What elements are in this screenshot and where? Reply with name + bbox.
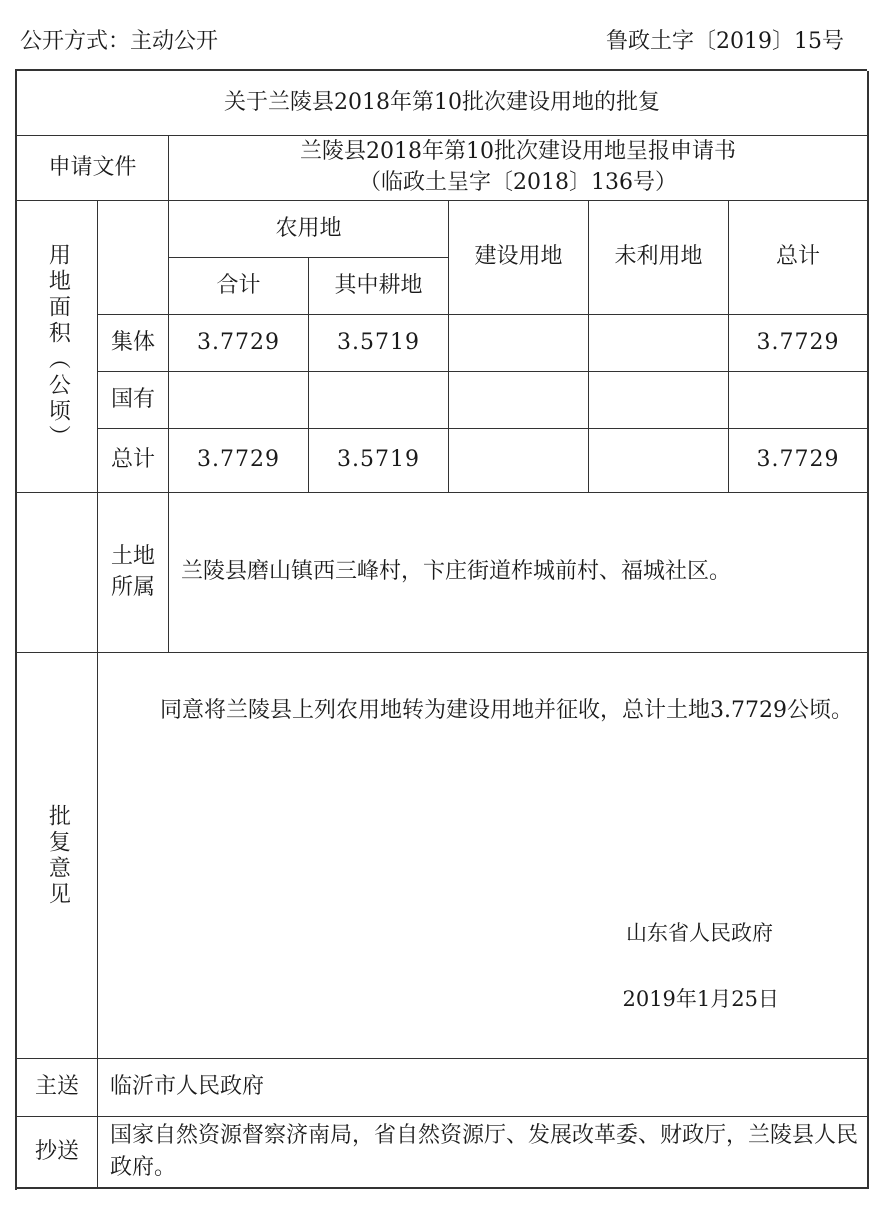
col-construction-land: 建设用地 <box>449 201 589 315</box>
application-title: 兰陵县2018年第10批次建设用地呈报申请书 <box>300 139 736 165</box>
col-agri-subtotal: 合计 <box>169 258 309 315</box>
document-number: 鲁政土字〔2019〕15号 <box>606 29 844 54</box>
issue-date: 2019年1月25日 <box>622 987 779 1011</box>
table-cell <box>589 429 729 493</box>
application-number: （临政土呈字〔2018〕136号） <box>359 170 677 195</box>
row-label-collective: 集体 <box>98 315 169 372</box>
land-owner-value: 兰陵县磨山镇西三峰村，卞庄街道柞城前村、福城社区。 <box>169 493 869 653</box>
main-recipient-label: 主送 <box>17 1059 98 1117</box>
issuer-signature: 山东省人民政府 <box>626 921 773 945</box>
row-label-state-owned: 国有 <box>98 372 169 429</box>
land-owner-label: 土地 所属 <box>98 493 169 653</box>
application-document <box>169 136 869 201</box>
opinion-label: 批复意见 <box>17 653 98 1059</box>
document-title: 关于兰陵县2018年第10批次建设用地的批复 <box>17 71 869 136</box>
row-label-total: 总计 <box>98 429 169 493</box>
table-cell <box>449 315 589 372</box>
area-label: 用地面积（公顷） <box>17 201 98 493</box>
table-cell <box>589 372 729 429</box>
disclosure-mode: 公开方式：主动公开 <box>20 29 219 54</box>
table-cell: 3.7729 <box>169 429 309 493</box>
cc-label: 抄送 <box>17 1117 98 1189</box>
row-header-empty <box>98 201 169 315</box>
table-cell: 3.7729 <box>729 315 869 372</box>
application-label: 申请文件 <box>17 136 169 201</box>
opinion-box <box>98 653 869 1059</box>
col-total: 总计 <box>729 201 869 315</box>
col-agricultural-land: 农用地 <box>169 201 449 258</box>
table-cell: 3.7729 <box>729 429 869 493</box>
table-cell <box>449 372 589 429</box>
cc-recipients: 国家自然资源督察济南局，省自然资源厅、发展改革委、财政厅，兰陵县人民政府。 <box>98 1117 869 1189</box>
table-cell: 3.7729 <box>169 315 309 372</box>
col-arable-land: 其中耕地 <box>309 258 449 315</box>
table-cell: 3.5719 <box>309 429 449 493</box>
col-unused-land: 未利用地 <box>589 201 729 315</box>
table-cell <box>729 372 869 429</box>
table-cell <box>309 372 449 429</box>
table-cell <box>589 315 729 372</box>
approval-table <box>15 69 867 1190</box>
table-cell <box>449 429 589 493</box>
table-cell <box>169 372 309 429</box>
opinion-text: 同意将兰陵县上列农用地转为建设用地并征收，总计土地3.7729公顷。 <box>160 698 853 723</box>
table-cell: 3.5719 <box>309 315 449 372</box>
area-label-spacer <box>17 493 98 653</box>
main-recipient: 临沂市人民政府 <box>98 1059 869 1117</box>
